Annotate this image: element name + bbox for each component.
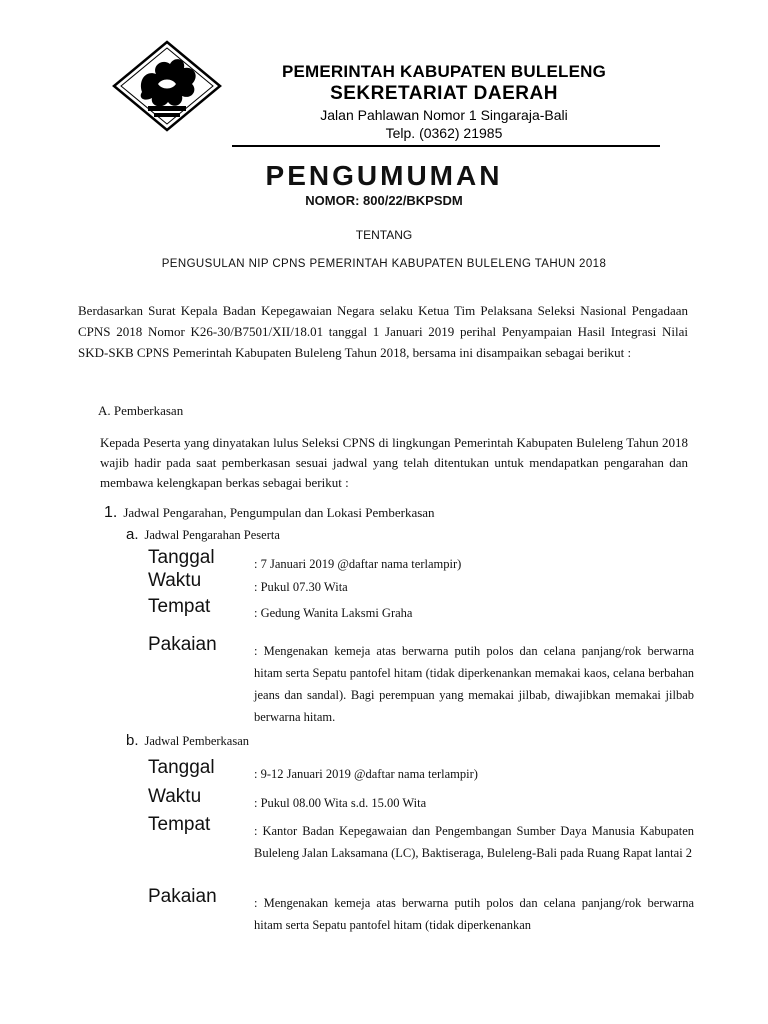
schedule-a-place-value: : Gedung Wanita Laksmi Graha [254, 602, 694, 624]
sub-b-heading [126, 732, 249, 749]
sub-a-heading [126, 526, 280, 543]
schedule-a-date-label: Tanggal [148, 547, 215, 568]
sub-b-letter: b. [126, 732, 139, 749]
schedule-b-attire-row [148, 886, 696, 946]
announcement-number: NOMOR: 800/22/BKPSDM [305, 193, 463, 208]
schedule-b-date-label: Tanggal [148, 757, 215, 778]
schedule-b-attire-label: Pakaian [148, 886, 217, 907]
schedule-a-place-label: Tempat [148, 596, 211, 617]
announcement-subject: PENGUSULAN NIP CPNS PEMERINTAH KABUPATEN BULELENG TAHUN 2018 [161, 258, 607, 270]
garuda-emblem-icon [112, 40, 222, 132]
letterhead-divider [232, 145, 660, 147]
item-1-text: Jadwal Pengarahan, Pengumpulan dan Lokasi Pemberkasan [123, 505, 435, 520]
schedule-b-date-value: : 9-12 Januari 2019 @daftar nama terlampir) [254, 763, 694, 785]
section-a-heading: A. Pemberkasan [98, 403, 184, 418]
sub-b-text: Jadwal Pemberkasan [144, 734, 249, 748]
item-1-number: 1. [104, 504, 118, 521]
schedule-a-attire-label: Pakaian [148, 634, 217, 655]
letterhead-government: PEMERINTAH KABUPATEN BULELENG [281, 62, 607, 81]
announcement-about-label: TENTANG [355, 228, 413, 242]
letterhead-phone: Telp. (0362) 21985 [385, 125, 503, 141]
schedule-a-attire-row [148, 634, 696, 724]
schedule-b-place-row [148, 814, 696, 876]
letterhead-address: Jalan Pahlawan Nomor 1 Singaraja-Bali [320, 107, 568, 123]
schedule-b-time-value: : Pukul 08.00 Wita s.d. 15.00 Wita [254, 792, 694, 814]
sub-a-letter: a. [126, 526, 139, 543]
schedule-a-time-value: : Pukul 07.30 Wita [254, 576, 694, 598]
section-a-paragraph: Kepada Peserta yang dinyatakan lulus Seleksi CPNS di lingkungan Pemerintah Kabupaten Buleleng Tahun 2018 wajib hadir pada saat pemberkasan sesuai jadwal yang telah ditentukan untuk mendapatkan pengarahan dan membawa kelengkapan berkas sebagai berikut : [100, 435, 688, 490]
schedule-b-place-value: : Kantor Badan Kepegawaian dan Pengembangan Sumber Daya Manusia Kabupaten Buleleng Jalan Laksamana (LC), Baktiseraga, Buleleng-Bali pada Ruang Rapat lantai 2 [254, 820, 694, 864]
schedule-b-place-label: Tempat [148, 814, 211, 835]
schedule-a-date-value: : 7 Januari 2019 @daftar nama terlampir) [254, 553, 694, 575]
schedule-b-attire-value: : Mengenakan kemeja atas berwarna putih polos dan celana panjang/rok berwarna hitam serta Sepatu pantofel hitam (tidak diperkenankan [254, 892, 694, 936]
schedule-a-time-label: Waktu [148, 570, 202, 591]
intro-paragraph: Berdasarkan Surat Kepala Badan Kepegawaian Negara selaku Ketua Tim Pelaksana Seleksi Nasional Pengadaan CPNS 2018 Nomor K26-30/B7501/XII/18.01 tanggal 1 Januari 2019 perihal Penyampaian Hasil Integrasi Nilai SKD-SKB CPNS Pemerintah Kabupaten Buleleng Tahun 2018, bersama ini disampaikan sebagai berikut : [78, 303, 688, 360]
sub-a-text: Jadwal Pengarahan Peserta [144, 528, 280, 542]
letterhead-office: SEKRETARIAT DAERAH [330, 83, 558, 104]
schedule-b-time-label: Waktu [148, 786, 202, 807]
item-1-heading [104, 504, 435, 522]
schedule-a-attire-value: : Mengenakan kemeja atas berwarna putih polos dan celana panjang/rok berwarna hitam serta Sepatu pantofel hitam (tidak diperkenankan memakai kaos, celana berbahan jeans dan sandal). Bagi perempuan yang memakai jilbab, diwajibkan memakai jilbab berwarna hitam. [254, 640, 694, 728]
announcement-title: PENGUMUMAN [265, 160, 503, 191]
